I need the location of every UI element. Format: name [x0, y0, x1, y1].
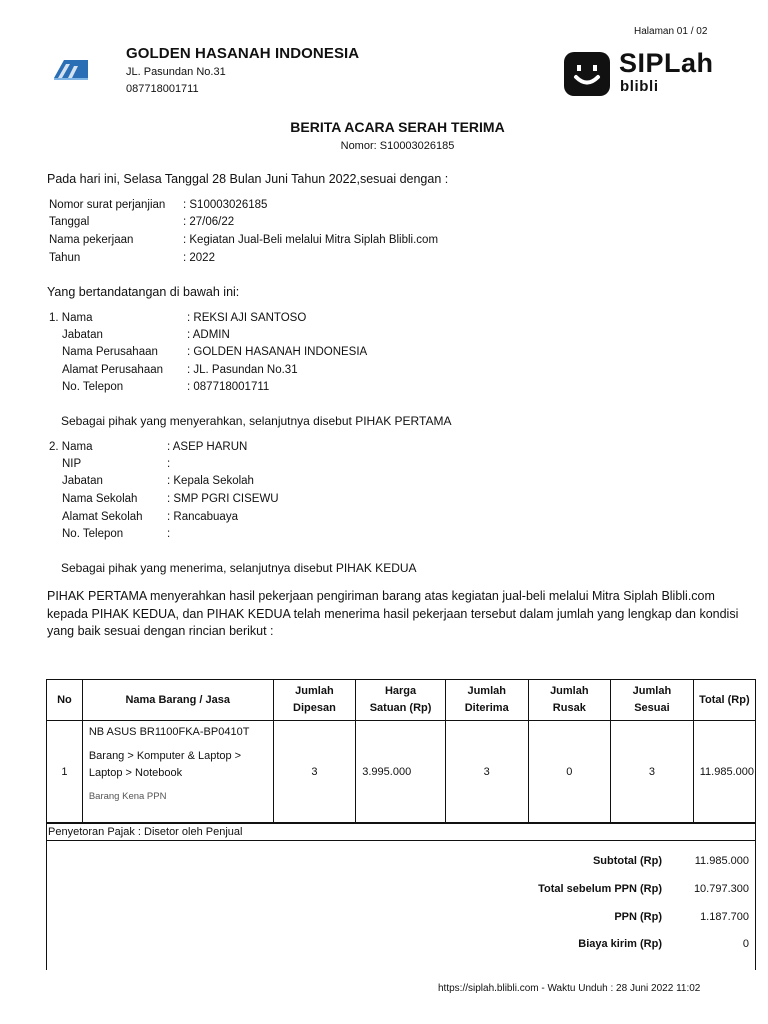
totals-label: Subtotal (Rp): [592, 855, 662, 867]
agreement-label: Nomor surat perjanjian: [49, 199, 166, 211]
party2-value: : Rancabuaya: [167, 511, 238, 523]
col-header-match-line2: Sesuai: [634, 702, 670, 714]
cell-no: 1: [47, 721, 83, 823]
item-tax-note: Barang Kena PPN: [88, 791, 167, 802]
col-header-match-line1: Jumlah: [632, 685, 672, 697]
party2-label: 2. Nama: [49, 441, 93, 453]
signers-intro: Yang bertandatangan di bawah ini:: [47, 285, 240, 299]
totals-value: 0: [742, 938, 749, 950]
document-title: BERITA ACARA SERAH TERIMA: [290, 119, 505, 135]
company-phone: 087718001711: [126, 83, 199, 95]
col-header-broken-line1: Jumlah: [550, 685, 589, 697]
party1-value: : ADMIN: [187, 329, 230, 341]
party2-value: : SMP PGRI CISEWU: [167, 493, 279, 505]
cell-broken: 0: [528, 721, 611, 823]
agreement-value: : Kegiatan Jual-Beli melalui Mitra Siplah Blibli.com: [183, 234, 439, 246]
party2-value: :: [167, 458, 171, 470]
col-header-broken-line2: Rusak: [552, 702, 586, 714]
party1-note: Sebagai pihak yang menyerahkan, selanjutnya disebut PIHAK PERTAMA: [61, 414, 452, 428]
party2-label: Jabatan: [62, 475, 103, 487]
party1-value: : REKSI AJI SANTOSO: [187, 312, 307, 324]
col-header-price-line2: Satuan (Rp): [369, 702, 432, 714]
cell-total: 11.985.000: [693, 721, 755, 823]
siplah-smile-icon: [564, 52, 610, 96]
totals-value: 10.797.300: [693, 883, 749, 895]
party1-label: No. Telepon: [62, 381, 124, 393]
cell-price: 3.995.000: [356, 721, 446, 823]
table-header-row: [47, 680, 756, 721]
agreement-value: : 27/06/22: [183, 216, 235, 228]
cell-item: [82, 721, 273, 823]
party2-label: Nama Sekolah: [62, 493, 138, 505]
col-header-ordered-line1: Jumlah: [295, 685, 334, 697]
party2-value: : Kepala Sekolah: [167, 475, 254, 487]
item-name: NB ASUS BR1100FKA-BP0410T: [88, 726, 250, 738]
cell-match: 3: [611, 721, 694, 823]
party1-value: : GOLDEN HASANAH INDONESIA: [187, 346, 368, 358]
siplah-logo-text: SIPLah: [619, 48, 714, 78]
totals-label: Total sebelum PPN (Rp): [538, 883, 662, 895]
handover-paragraph: PIHAK PERTAMA menyerahkan hasil pekerjaan pengiriman barang atas kegiatan jual-beli melalui Mitra Siplah Blibli.com kepada PIHAK KEDUA, dan PIHAK KEDUA telah menerima hasil pekerjaan tersebut dalam jumlah yang lengkap dan kondisi yang baik sesuai dengan rincian berikut :: [47, 589, 739, 638]
totals-label: PPN (Rp): [614, 911, 662, 923]
party2-value: : ASEP HARUN: [167, 441, 248, 453]
party2-label: No. Telepon: [62, 528, 124, 540]
footer-download-info: https://siplah.blibli.com - Waktu Unduh : 28 Juni 2022 11:02: [438, 983, 701, 994]
agreement-value: : S10003026185: [183, 199, 268, 211]
company-address: JL. Pasundan No.31: [126, 66, 226, 78]
item-category: Barang > Komputer & Laptop > Laptop > Notebook: [88, 750, 242, 779]
col-header-total: Total (Rp): [693, 680, 755, 721]
party2-label: Alamat Sekolah: [62, 511, 143, 523]
totals-section: [46, 840, 756, 970]
tax-payment-line: Penyetoran Pajak : Disetor oleh Penjual: [46, 823, 756, 840]
col-header-price-line1: Harga: [384, 685, 417, 697]
company-logo: [52, 58, 90, 82]
agreement-label: Nama pekerjaan: [49, 234, 134, 246]
agreement-label: Tahun: [49, 252, 81, 264]
col-header-price: [356, 680, 446, 721]
col-header-received-line2: Diterima: [464, 702, 509, 714]
agreement-label: Tanggal: [49, 216, 90, 228]
totals-label: Biaya kirim (Rp): [578, 938, 662, 950]
page-number: Halaman 01 / 02: [634, 26, 708, 37]
party1-value: : JL. Pasundan No.31: [187, 364, 298, 376]
totals-value: 1.187.700: [700, 911, 749, 923]
party1-label: 1. Nama: [49, 312, 93, 324]
party1-label: Jabatan: [62, 329, 103, 341]
agreement-value: : 2022: [183, 252, 215, 264]
table-row: [47, 721, 756, 823]
party2-label: NIP: [62, 458, 82, 470]
col-header-name: Nama Barang / Jasa: [82, 680, 273, 721]
party2-note: Sebagai pihak yang menerima, selanjutnya disebut PIHAK KEDUA: [61, 561, 417, 575]
col-header-received: [445, 680, 528, 721]
col-header-broken: [528, 680, 611, 721]
totals-value: 11.985.000: [694, 855, 749, 867]
col-header-ordered: [273, 680, 356, 721]
company-name: GOLDEN HASANAH INDONESIA: [126, 45, 360, 62]
party1-value: : 087718001711: [187, 381, 270, 393]
col-header-no: No: [47, 680, 83, 721]
items-table: [46, 679, 756, 823]
party1-label: Alamat Perusahaan: [62, 364, 164, 376]
party2-value: :: [167, 528, 171, 540]
blibli-logo-text: blibli: [620, 78, 659, 95]
cell-ordered: 3: [273, 721, 356, 823]
col-header-received-line1: Jumlah: [467, 685, 506, 697]
cell-received: 3: [445, 721, 528, 823]
party1-label: Nama Perusahaan: [62, 346, 158, 358]
col-header-match: [611, 680, 694, 721]
document-number: Nomor: S10003026185: [340, 140, 455, 152]
intro-text: Pada hari ini, Selasa Tanggal 28 Bulan Juni Tahun 2022,sesuai dengan :: [47, 172, 449, 186]
col-header-ordered-line2: Dipesan: [293, 702, 336, 714]
